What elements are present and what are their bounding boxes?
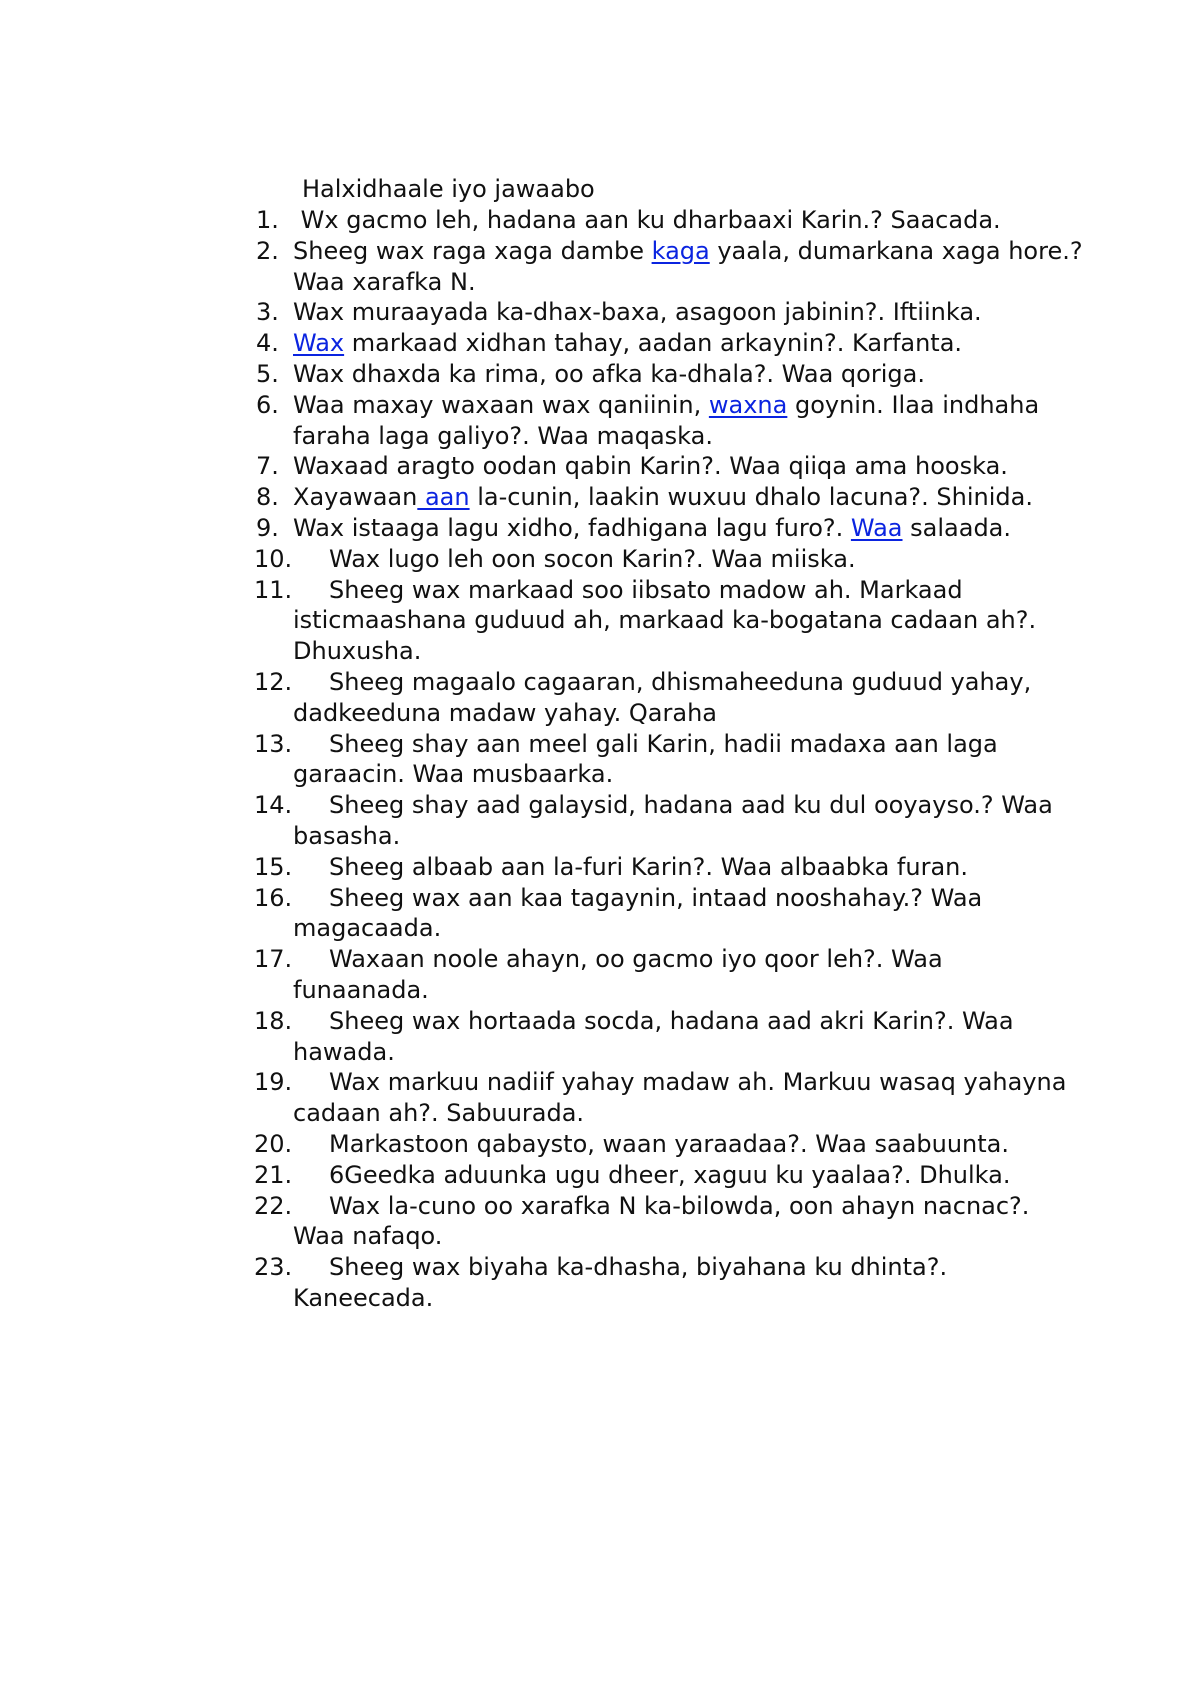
item-text: Wx gacmo leh, hadana aan ku dharbaaxi Karin.? Saacada.	[293, 206, 1001, 234]
item-text: Wax dhaxda ka rima, oo afka ka-dhala?. Waa qoriga.	[293, 359, 925, 388]
riddle-item	[256, 297, 1086, 328]
riddle-item	[256, 790, 1086, 852]
riddle-item	[256, 1252, 1086, 1314]
item-text: Waxaad aragto oodan qabin Karin?. Waa qiiqa ama hooska.	[293, 452, 1008, 481]
item-text: Wax muraayada ka-dhax-baxa, asagoon jabinin?. Iftiinka.	[293, 298, 982, 327]
item-text: salaada.	[902, 513, 1012, 542]
item-number: 1.	[256, 206, 279, 234]
item-number: 11.	[254, 575, 293, 604]
item-text: Sheeg wax markaad soo iibsato madow ah. Markaad isticmaashana guduud ah, markaad ka-bogatana cadaan ah?. Dhuxusha.	[293, 575, 1044, 666]
item-text: Markastoon qabaysto, waan yaraadaa?. Waa saabuunta.	[329, 1129, 1010, 1158]
item-text: Sheeg magaalo cagaaran, dhismaheeduna guduud yahay, dadkeeduna madaw yahay. Qaraha	[293, 667, 1039, 727]
riddle-item	[256, 205, 1086, 236]
item-number: 8.	[256, 483, 279, 512]
item-number: 14.	[254, 791, 293, 820]
item-text: goynin. Ilaa indhaha faraha laga galiyo?. Waa maqaska.	[293, 390, 1047, 450]
riddle-item	[256, 1006, 1086, 1068]
riddle-item	[256, 390, 1086, 452]
item-text: Sheeg wax biyaha ka-dhasha, biyahana ku dhinta?. Kaneecada.	[293, 1253, 955, 1312]
item-number: 10.	[254, 544, 293, 573]
riddle-item	[256, 451, 1086, 482]
riddle-item	[256, 544, 1086, 575]
hyperlink[interactable]: kaga	[651, 236, 710, 265]
item-text: la-cunin, laakin wuxuu dhalo lacuna?. Shinida.	[469, 483, 1033, 512]
riddle-item	[256, 852, 1086, 883]
item-text: yaala, dumarkana xaga hore.? Waa xarafka N.	[293, 236, 1091, 296]
item-text: Sheeg albaab aan la-furi Karin?. Waa albaabka furan.	[329, 852, 968, 881]
riddle-item	[256, 1129, 1086, 1160]
item-text: Sheeg shay aad galaysid, hadana aad ku dul ooyayso.? Waa basasha.	[293, 791, 1061, 850]
item-number: 7.	[256, 452, 279, 481]
riddle-item	[256, 729, 1086, 791]
item-number: 6.	[256, 390, 279, 419]
riddle-item	[256, 1067, 1086, 1129]
riddle-item	[256, 482, 1086, 513]
riddle-item	[256, 944, 1086, 1006]
riddle-item	[256, 236, 1091, 298]
hyperlink[interactable]: waxna	[708, 390, 788, 419]
item-text: markaad xidhan tahay, aadan arkaynin?. Karfanta.	[344, 329, 963, 358]
item-text: Wax markuu nadiif yahay madaw ah. Markuu wasaq yahayna cadaan ah?. Sabuurada.	[293, 1068, 1075, 1128]
riddle-item	[256, 575, 1086, 667]
item-text: 6Geedka aduunka ugu dheer, xaguu ku yaalaa?. Dhulka.	[329, 1160, 1011, 1189]
item-text: Xayawaan	[293, 483, 418, 512]
hyperlink[interactable]: Wax	[293, 329, 345, 358]
item-text: Sheeg wax hortaada socda, hadana aad akri Karin?. Waa hawada.	[293, 1006, 1022, 1066]
item-number: 13.	[254, 729, 293, 758]
item-text: Wax la-cuno oo xarafka N ka-bilowda, oon ahayn nacnac?. Waa nafaqo.	[293, 1191, 1038, 1251]
item-number: 9.	[256, 513, 279, 542]
riddle-item	[256, 359, 1086, 390]
item-number: 18.	[254, 1006, 293, 1035]
item-number: 5.	[256, 359, 279, 388]
item-text: Sheeg shay aan meel gali Karin, hadii madaxa aan laga garaacin. Waa musbaarka.	[293, 729, 1006, 789]
riddle-item	[256, 883, 1086, 945]
item-number: 4.	[256, 329, 279, 358]
item-text: Waa maxay waxaan wax qaniinin,	[293, 390, 709, 419]
riddle-item	[256, 513, 1086, 544]
item-number: 23.	[254, 1253, 293, 1282]
item-number: 19.	[254, 1068, 293, 1097]
item-number: 22.	[254, 1191, 293, 1220]
riddle-item	[256, 328, 1086, 359]
item-text: Sheeg wax raga xaga dambe	[293, 236, 652, 265]
item-text: Wax istaaga lagu xidho, fadhigana lagu furo?.	[293, 513, 851, 542]
riddle-list	[254, 205, 1091, 1314]
item-number: 21.	[254, 1160, 293, 1189]
document-title: Halxidhaale iyo jawaabo	[302, 175, 595, 203]
hyperlink[interactable]: Waa	[850, 513, 903, 542]
hyperlink[interactable]: aan	[417, 483, 470, 512]
riddle-item	[256, 1160, 1086, 1191]
riddle-item	[256, 1191, 1086, 1253]
item-text: Wax lugo leh oon socon Karin?. Waa miiska.	[329, 544, 856, 573]
item-text: Sheeg wax aan kaa tagaynin, intaad nooshahay.? Waa magacaada.	[293, 883, 990, 943]
item-number: 20.	[254, 1129, 293, 1158]
item-text: Waxaan noole ahayn, oo gacmo iyo qoor leh?. Waa funaanada.	[293, 945, 951, 1004]
item-number: 15.	[254, 852, 293, 881]
item-number: 3.	[256, 298, 279, 327]
item-number: 2.	[256, 236, 279, 265]
item-number: 12.	[254, 667, 293, 696]
item-number: 17.	[254, 945, 293, 974]
item-number: 16.	[254, 883, 293, 912]
riddle-item	[256, 667, 1086, 729]
